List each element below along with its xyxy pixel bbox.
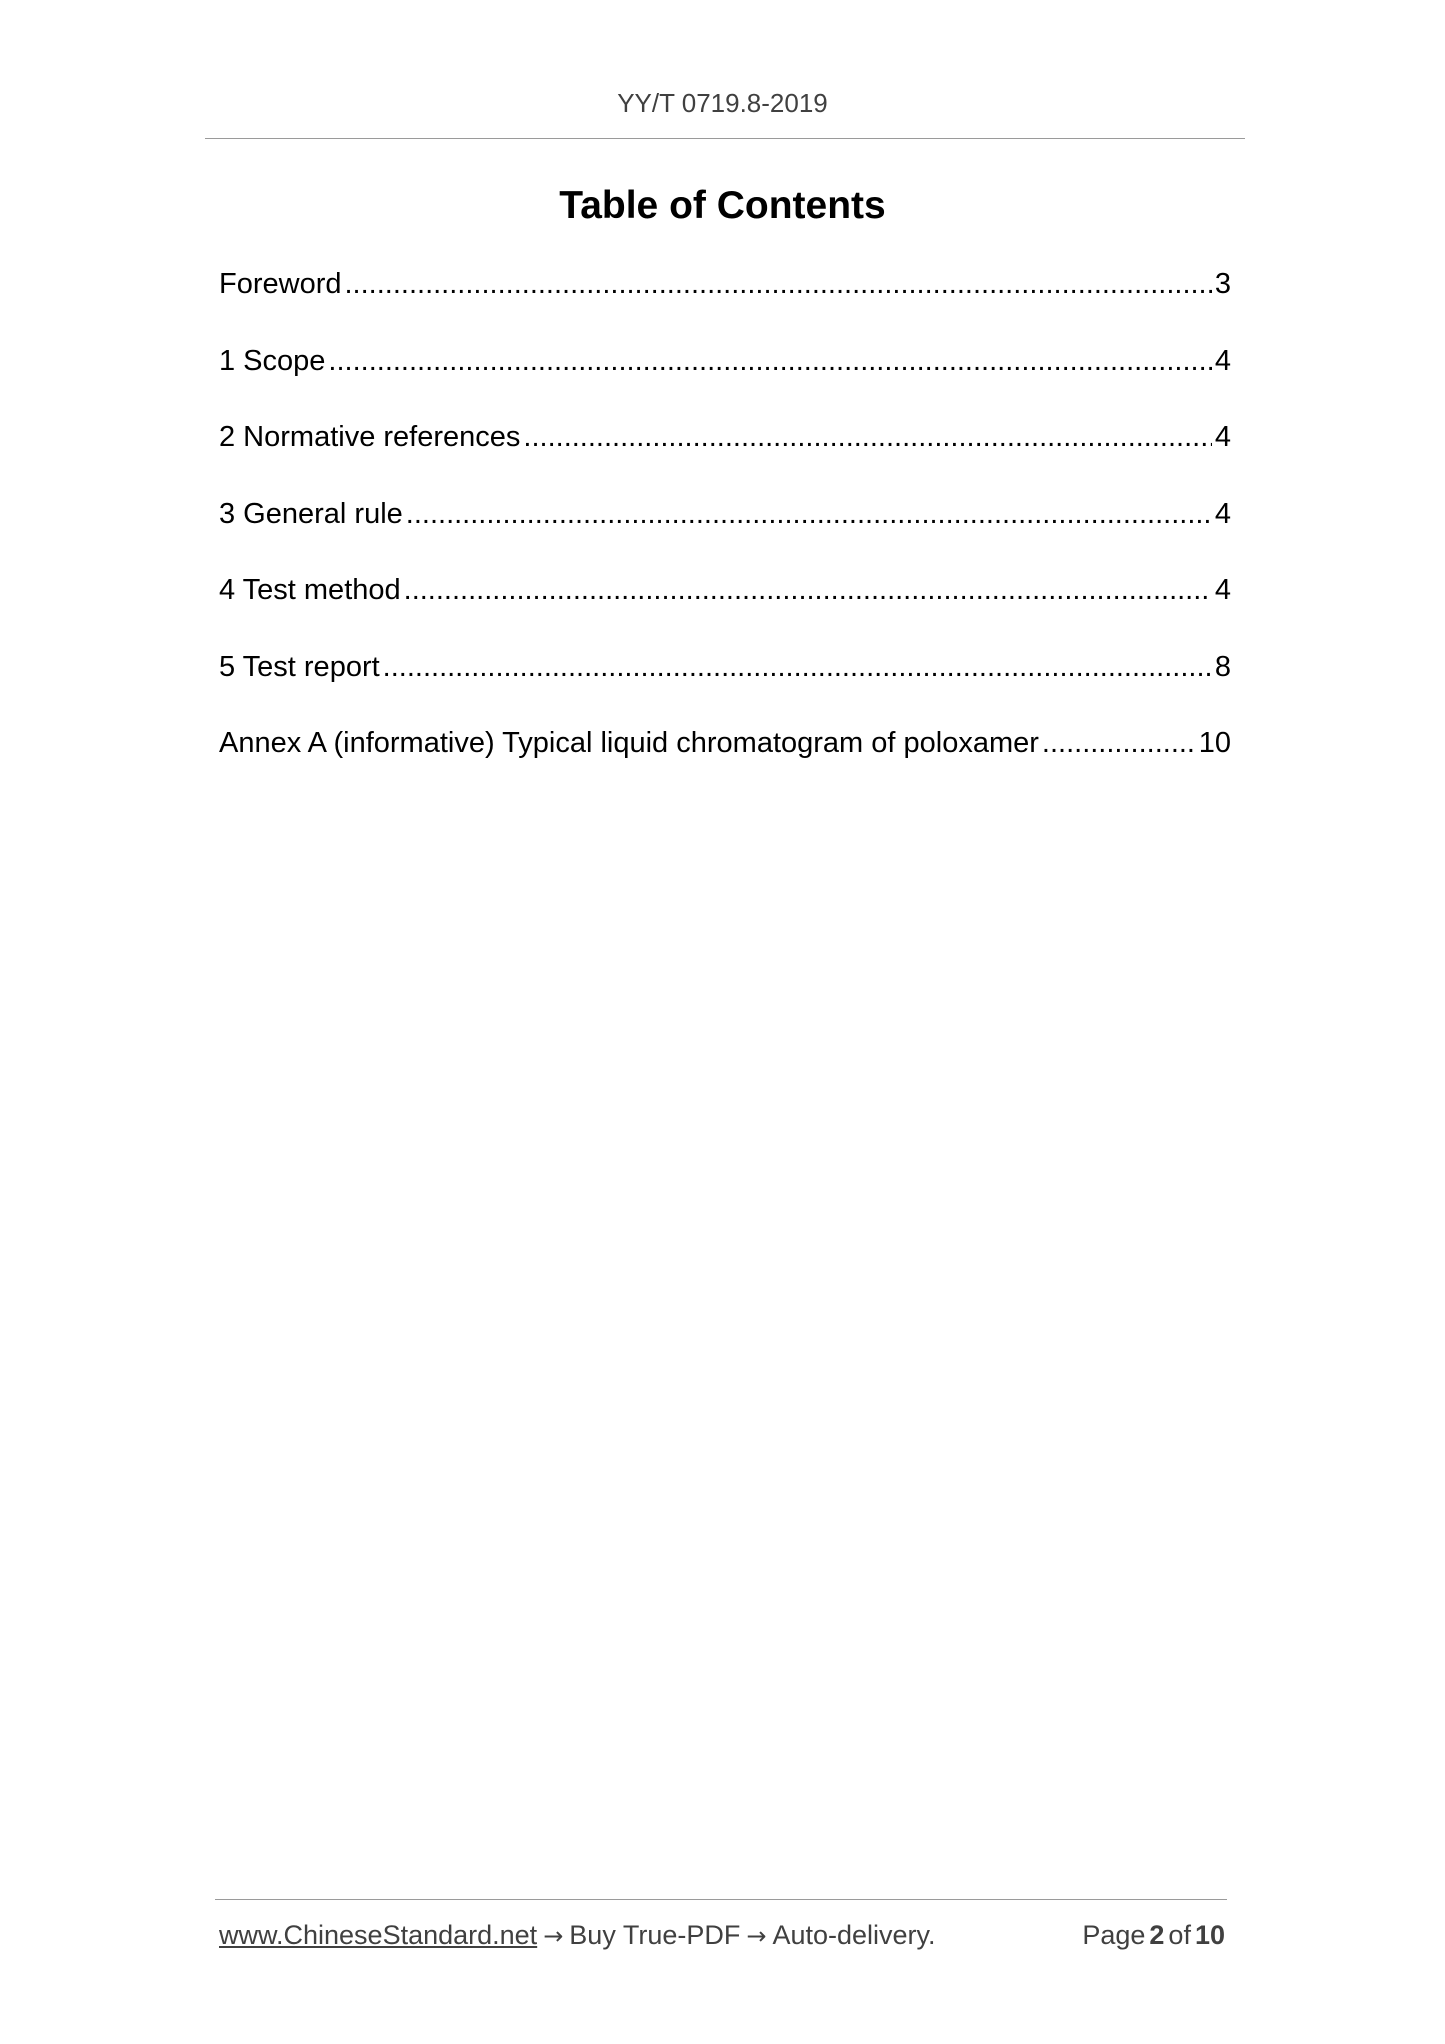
toc-entry-label: 5 Test report — [219, 650, 380, 683]
of-word: of — [1168, 1920, 1191, 1950]
toc-entry-page: 8 — [1214, 650, 1231, 683]
toc-title: Table of Contents — [559, 184, 886, 227]
delivery-text: Auto-delivery. — [772, 1920, 936, 1950]
toc-entry-annex-a[interactable] — [219, 723, 1231, 800]
toc-entry-label: Annex A (informative) Typical liquid chromatogram of poloxamer — [219, 727, 1039, 759]
toc-entry-test-report[interactable] — [219, 647, 1231, 724]
header-divider — [205, 138, 1245, 139]
toc-entry-normative-references[interactable] — [219, 417, 1231, 494]
page-word: Page — [1082, 1920, 1146, 1950]
toc-list — [219, 264, 1231, 800]
toc-entry-label: Foreword — [219, 268, 342, 300]
toc-entry-label: 4 Test method — [219, 574, 401, 606]
toc-dot-leader — [345, 264, 1212, 304]
toc-entry-label: 3 General rule — [219, 497, 403, 530]
toc-entry-page: 4 — [1214, 421, 1231, 453]
footer-divider — [215, 1899, 1227, 1900]
toc-dot-leader — [328, 341, 1211, 381]
toc-entry-page: 4 — [1214, 344, 1231, 377]
toc-entry-page: 4 — [1214, 574, 1231, 606]
document-code: YY/T 0719.8-2019 — [617, 88, 828, 118]
current-page: 2 — [1149, 1920, 1165, 1950]
toc-entry-scope[interactable] — [219, 341, 1231, 418]
toc-dot-leader — [523, 417, 1211, 457]
toc-dot-leader — [1042, 723, 1196, 763]
footer-promo — [219, 1920, 936, 1951]
toc-entry-general-rule[interactable] — [219, 494, 1231, 571]
total-pages: 10 — [1194, 1920, 1225, 1950]
toc-entry-test-method[interactable] — [219, 570, 1231, 647]
toc-entry-page: 4 — [1214, 497, 1231, 530]
page-footer — [219, 1920, 1225, 1951]
toc-entry-label: 1 Scope — [219, 344, 326, 377]
right-arrow-icon: → — [543, 1922, 564, 1950]
toc-entry-label: 2 Normative references — [219, 421, 521, 453]
toc-dot-leader — [383, 647, 1212, 687]
toc-dot-leader — [404, 570, 1212, 610]
buy-text: Buy True-PDF — [569, 1920, 741, 1950]
site-link[interactable]: www.ChineseStandard.net — [219, 1920, 538, 1950]
right-arrow-icon: → — [746, 1922, 767, 1950]
toc-entry-foreword[interactable] — [219, 264, 1231, 341]
toc-dot-leader — [406, 494, 1212, 534]
toc-entry-page: 10 — [1198, 727, 1231, 759]
page-number — [1078, 1920, 1225, 1951]
toc-entry-page: 3 — [1214, 268, 1231, 300]
